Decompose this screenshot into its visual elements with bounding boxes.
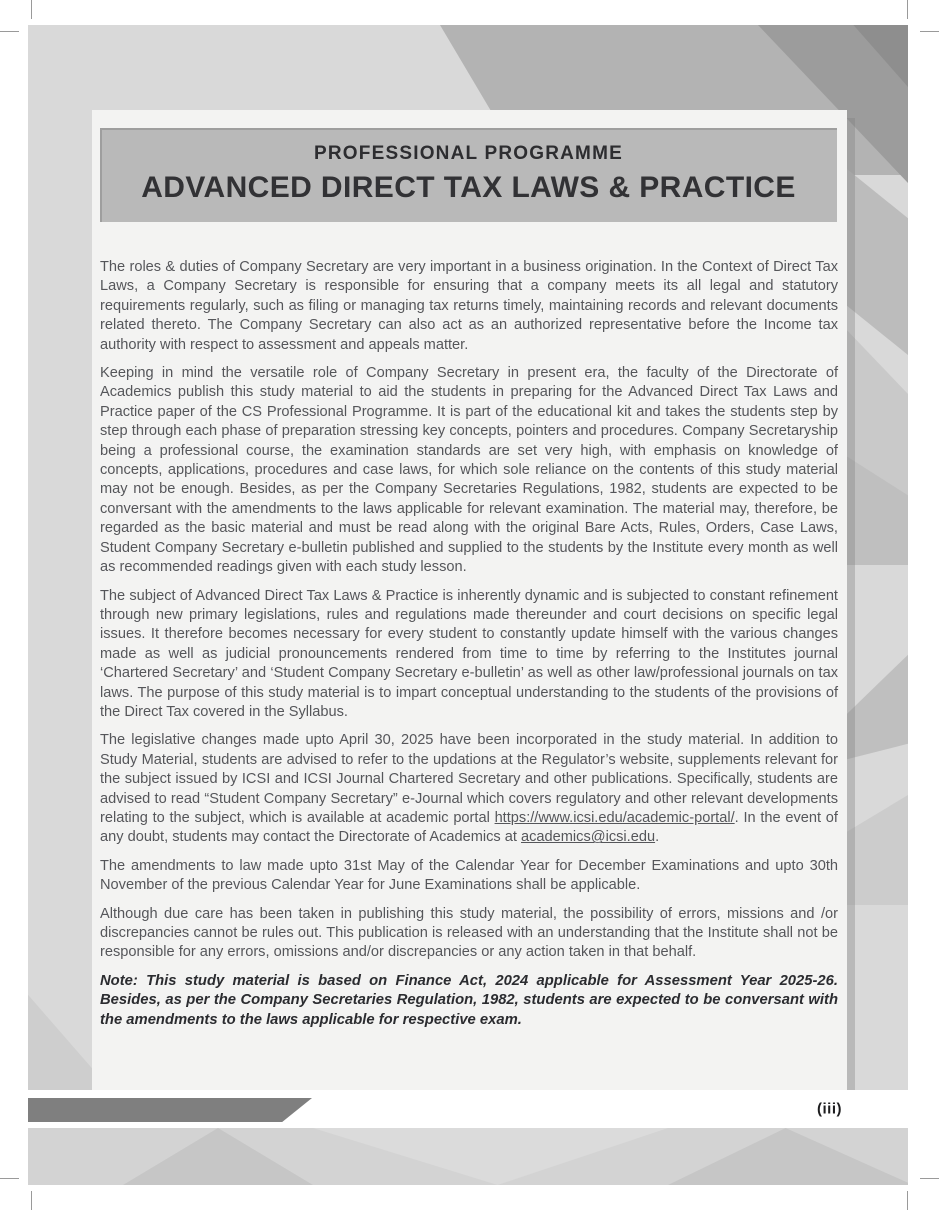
- paragraph-text: . In the event of any doubt, students may contact the Directorate of Academics at: [100, 809, 838, 846]
- preface-paragraph-1: The roles & duties of Company Secretary are very important in a business origination. In the Context of Direct Tax Laws, a Company Secretary is responsible for ensuring that a company meets its all legal and statutory requirements regularly, such as filing or managing tax returns timely, maintaining records and relevant documents related thereto. The Company Secretary can also act as an authorized representative before the Income tax authority with respect to assessment and appeals matter.: [100, 259, 838, 353]
- paragraph-text: .: [655, 829, 660, 846]
- crop-mark: [907, 1191, 908, 1210]
- paragraph-text: The legislative changes made upto April 30, 2025 have been incorporated in the study material. In addition to Study Material, students are advised to refer to the updations at the Regulator’s website, supplements relevant for the subject issued by ICSI and ICSI Journal Chartered Secretary and other publications. Specifically, students are advised to read “Student Company Secretary” e-Journal which covers regulatory and other relevant developments relating to the subject, which is available at academic portal: [100, 732, 838, 826]
- preface-paragraph-2: Keeping in mind the versatile role of Company Secretary in present era, the faculty of the Directorate of Academics publish this study material to aid the students in preparing for the Advanced Direct Tax Laws and Practice paper of the CS Professional Programme. It is part of the educational kit and takes the students step by step through each phase of preparation stressing key concepts, pointers and procedures. Company Secretaryship being a professional course, the examination standards are set very high, with emphasis on knowledge of concepts, applications, procedures and case laws, for which sole reliance on the contents of this study material may not be enough. Besides, as per the Company Secretaries Regulations, 1982, students are expected to be conversant with the amendments to the laws applicable for relevant examination. The material may, therefore, be regarded as the basic material and must be read along with the original Bare Acts, Rules, Orders, Case Laws, Student Company Secretary e-bulletin published and supplied to the students by the Institute every month as well as recommended readings given with each study lesson.: [100, 365, 838, 576]
- deco-triangle: [668, 1128, 908, 1185]
- page-number: (iii): [817, 1100, 842, 1118]
- crop-mark: [0, 1178, 19, 1179]
- page-sheet: [28, 25, 908, 1185]
- deco-diagonal-band: [844, 625, 908, 760]
- crop-mark: [0, 31, 19, 32]
- preface-paragraph-4: [100, 731, 838, 847]
- footer-bar: [28, 1098, 312, 1122]
- crop-mark: [920, 1178, 939, 1179]
- deco-diagonal-band: [844, 795, 908, 905]
- crop-mark: [907, 0, 908, 19]
- academic-portal-link[interactable]: https://www.icsi.edu/academic-portal/: [494, 809, 735, 826]
- programme-title: PROFESSIONAL PROGRAMME: [314, 143, 623, 164]
- deco-triangle: [123, 1128, 313, 1185]
- academics-email-link[interactable]: academics@icsi.edu: [521, 829, 656, 846]
- preface-paragraph-5: The amendments to law made upto 31st May of the Calendar Year for December Examinations and upto 30th November of the previous Calendar Year for June Examinations shall be applicable.: [100, 857, 838, 894]
- preface-paragraph-3: The subject of Advanced Direct Tax Laws & Practice is inherently dynamic and is subjected to constant refinement through new primary legislations, rules and regulations made thereunder and court decisions on specific legal issues. It therefore becomes necessary for every student to constantly update himself with the various changes made as well as judicial pronouncements rendered from time to time by referring to the Institutes journal ‘Chartered Secretary’ and ‘Student Company Secretary e-bulletin’ as well as other law/professional journals on tax laws. The purpose of this study material is to impart conceptual understanding to the students of the provisions of the Direct Tax covered in the Syllabus.: [100, 587, 838, 720]
- deco-bottom-band: [28, 1128, 908, 1185]
- deco-triangle: [313, 1128, 668, 1185]
- crop-mark: [920, 31, 939, 32]
- content-card: [92, 110, 847, 1090]
- preface-text: [100, 258, 838, 1039]
- footer: [28, 1090, 908, 1128]
- deco-diagonal-band: [842, 165, 908, 355]
- course-title: ADVANCED DIRECT TAX LAWS & PRACTICE: [141, 171, 796, 204]
- crop-mark: [31, 0, 32, 19]
- title-banner: [100, 128, 837, 222]
- note-paragraph: Note: This study material is based on Finance Act, 2024 applicable for Assessment Year 2025-26. Besides, as per the Company Secretaries Regulation, 1982, students are expected to be conversant with the amendments to the laws applicable for respective exam.: [100, 972, 838, 1028]
- crop-mark: [31, 1191, 32, 1210]
- preface-paragraph-6: Although due care has been taken in publishing this study material, the possibility of errors, missions and /or discrepancies cannot be rules out. This publication is released with an understanding that the Institute shall not be responsible for any errors, omissions and/or discrepancies or any action taken in that behalf.: [100, 905, 838, 961]
